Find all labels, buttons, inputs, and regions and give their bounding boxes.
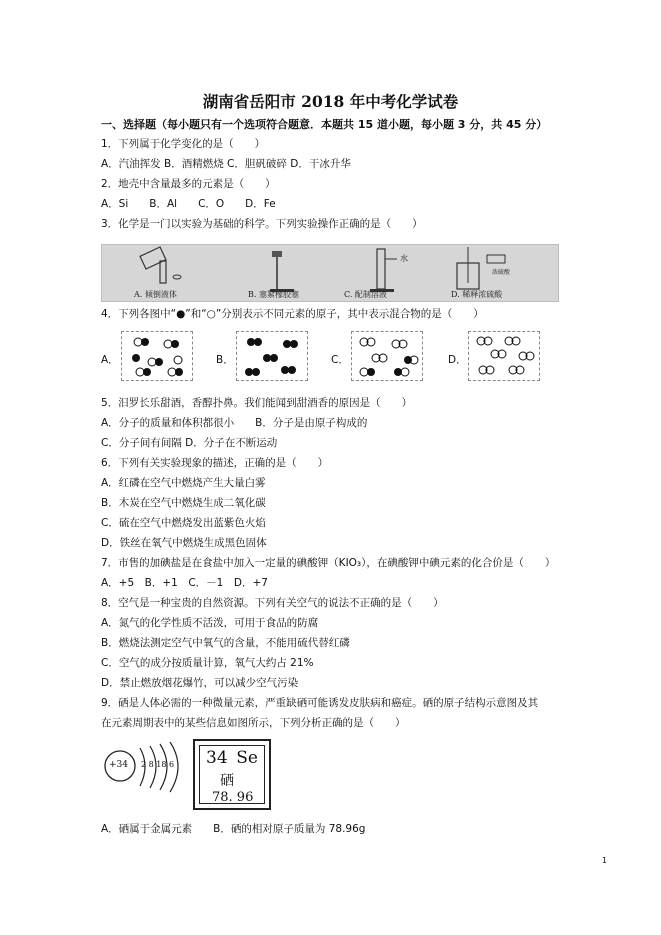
q4-option-a-figure (121, 331, 193, 381)
question-1: 1．下列属于化学变化的是（ ） (101, 138, 266, 150)
element-name: 硒 (220, 773, 234, 789)
question-4: 4．下列各图中“●”和“○”分别表示不同元素的原子，其中表示混合物的是（ ） (101, 308, 484, 320)
question-2-options: A．Si B．Al C．O D．Fe (101, 198, 276, 210)
atom-shell-electrons: 2 8 18 6 (141, 760, 175, 769)
question-9: 9．硒是人体必需的一种微量元素，严重缺硒可能诱发皮肤病和癌症。硒的原子结构示意图及其 (101, 697, 539, 709)
atom-nucleus-label: +34 (109, 760, 128, 770)
question-8-option-d: D．禁止燃放烟花爆竹，可以减少空气污染 (101, 677, 299, 689)
question-8-option-a: A．氮气的化学性质不活泼，可用于食品的防腐 (101, 617, 319, 629)
question-5-options-cd: C．分子间有间隔 D．分子在不断运动 (101, 437, 278, 449)
page-number: 1 (601, 856, 607, 865)
element-atomic-number: 34 (206, 748, 228, 768)
lab-operations-figure (101, 244, 559, 302)
question-6-option-b: B．木炭在空气中燃烧生成二氧化碳 (101, 497, 266, 509)
page-title: 湖南省岳阳市 2018 年中考化学试卷 (202, 92, 459, 111)
q4-option-c-figure (351, 331, 423, 381)
question-6-option-d: D．铁丝在氧气中燃烧生成黑色固体 (101, 537, 267, 549)
question-5: 5．汨罗长乐甜酒，香醇扑鼻。我们能闻到甜酒香的原因是（ ） (101, 397, 413, 409)
q4-option-b-label: B． (216, 354, 234, 366)
q3-label-acid: 浓硫酸 (492, 269, 511, 276)
q4-option-d-label: D． (448, 354, 467, 366)
question-6-option-c: C．硫在空气中燃烧发出蓝紫色火焰 (101, 517, 266, 529)
q3-caption-d: D. 稀释浓硫酸 (451, 290, 503, 299)
q3-caption-b: B. 塞紧橡胶塞 (248, 290, 299, 299)
question-3: 3．化学是一门以实验为基础的科学。下列实验操作正确的是（ ） (101, 218, 423, 230)
question-7: 7．市售的加碘盐是在食盐中加入一定量的碘酸钾（KIO₃），在碘酸钾中碘元素的化合价是（ ） (101, 557, 556, 569)
question-8: 8．空气是一种宝贵的自然资源。下列有关空气的说法不正确的是（ ） (101, 597, 444, 609)
element-atomic-mass: 78. 96 (212, 790, 254, 805)
question-2: 2．地壳中含量最多的元素是（ ） (101, 178, 276, 190)
question-8-option-c: C．空气的成分按质量计算，氧气大约占 21% (101, 657, 314, 669)
q4-option-c-label: C． (331, 354, 349, 366)
question-1-options: A．汽油挥发 B．酒精燃烧 C．胆矾破碎 D．干冰升华 (101, 158, 351, 170)
selenium-atom-diagram (100, 742, 190, 808)
q4-option-a-label: A． (101, 354, 119, 366)
section-heading: 一、选择题（每小题只有一个选项符合题意．本题共 15 道小题，每小题 3 分，共 45 分） (101, 118, 548, 131)
element-symbol: Se (236, 748, 258, 768)
q4-option-d-figure (468, 331, 540, 381)
question-7-options: A．+5 B．+1 C．－1 D．+7 (101, 577, 268, 589)
q4-option-b-figure (236, 331, 308, 381)
question-9-continued: 在元素周期表中的某些信息如图所示，下列分析正确的是（ ） (101, 717, 406, 729)
question-6-option-a: A．红磷在空气中燃烧产生大量白雾 (101, 477, 266, 489)
question-9-options: A．硒属于金属元素 B．硒的相对原子质量为 78.96g (101, 823, 366, 835)
question-8-option-b: B．燃烧法测定空气中氧气的含量，不能用硫代替红磷 (101, 637, 350, 649)
question-6: 6．下列有关实验现象的描述，正确的是（ ） (101, 457, 329, 469)
q3-label-water: 水 (400, 254, 408, 263)
q3-caption-c: C. 配制溶液 (344, 290, 387, 299)
selenium-element-card (193, 739, 271, 810)
question-5-options-ab: A．分子的质量和体积都很小 B．分子是由原子构成的 (101, 417, 368, 429)
q3-caption-a: A. 倾倒液体 (134, 290, 177, 299)
